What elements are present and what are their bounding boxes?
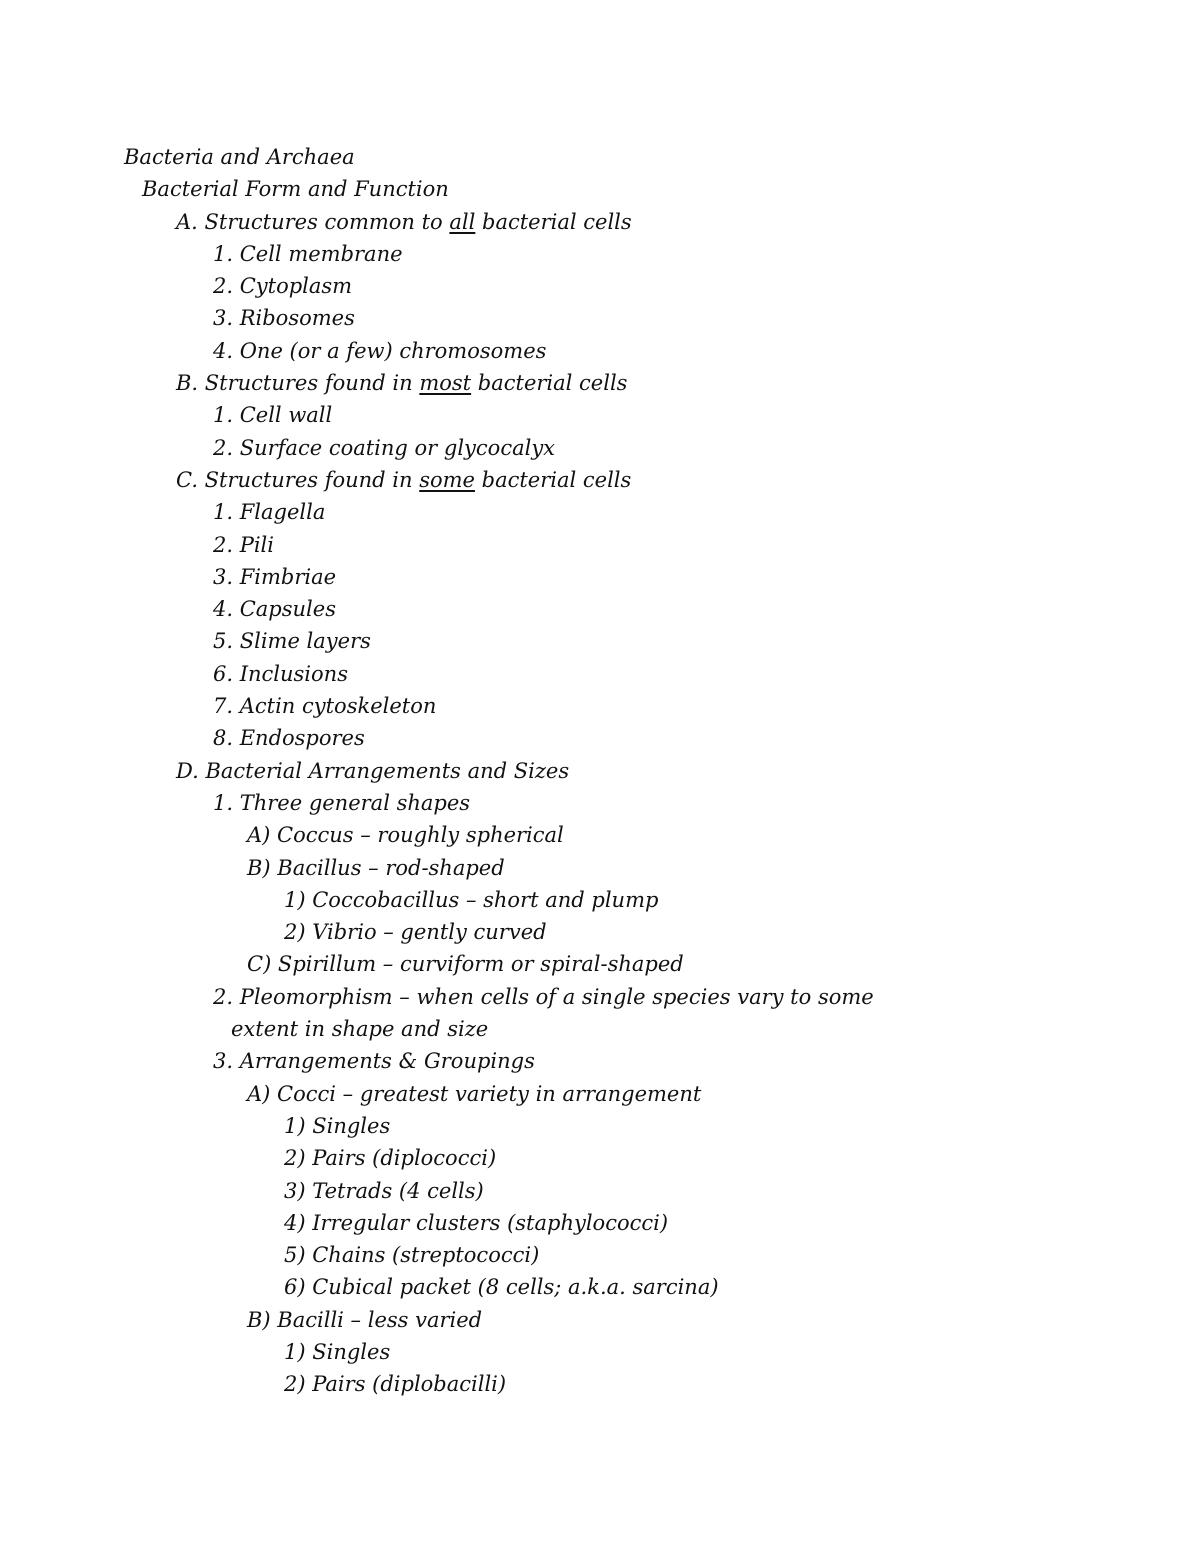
line-text: B) Bacillus – rod-shaped [247,855,505,880]
outline-subsubitem [0,916,1200,948]
line-text: C) Spirillum – curviform or spiral-shaped [247,952,684,977]
line-text: 1. Three general shapes [213,790,471,815]
underlined-word: most [419,371,472,396]
outline-subitem [0,1304,1200,1336]
line-text: 2. Pleomorphism – when cells of a single species vary to some [213,984,874,1009]
outline-section [0,464,1200,496]
outline-section [0,755,1200,787]
outline-section [0,206,1200,238]
line-text: B) Bacilli – less varied [247,1307,483,1332]
line-text: 1. Flagella [213,500,326,525]
line-text: 1. Cell wall [213,403,333,428]
outline-subsubitem [0,884,1200,916]
outline-subsubitem [0,1142,1200,1174]
outline-subsubitem [0,1110,1200,1142]
line-text: 2. Surface coating or glycocalyx [213,435,556,460]
outline-subsubitem [0,1271,1200,1303]
line-text: 3. Arrangements & Groupings [213,1049,535,1074]
outline-subitem [0,819,1200,851]
line-text: Bacteria and Archaea [124,145,355,169]
outline-item [0,787,1200,819]
outline-section [0,367,1200,399]
line-text: 4. One (or a few) chromosomes [213,338,547,363]
line-text: 7. Actin cytoskeleton [213,694,437,719]
line-text: 6. Inclusions [213,661,348,686]
outline-item [0,496,1200,528]
outline-subitem [0,948,1200,980]
line-text: 5) Chains (streptococci) [284,1243,540,1268]
outline-item [0,690,1200,722]
line-text: 2. Pili [213,532,274,557]
outline-item [0,658,1200,690]
outline-subitem [0,852,1200,884]
outline-heading [0,173,1200,205]
line-text: 3. Fimbriae [213,564,337,589]
line-text: 4. Capsules [213,597,336,622]
outline-item [0,529,1200,561]
line-text: B. Structures found in [176,371,420,396]
line-text: 4) Irregular clusters (staphylococci) [284,1210,669,1235]
outline-title [0,141,1200,173]
outline-item [0,270,1200,302]
outline-subsubitem [0,1175,1200,1207]
line-text: bacterial cells [471,371,628,396]
outline-subsubitem [0,1239,1200,1271]
outline-item [0,238,1200,270]
line-text: 5. Slime layers [213,629,371,654]
line-text: A. Structures common to [176,209,450,234]
line-text: 2) Vibrio – gently curved [284,920,547,945]
outline-item [0,335,1200,367]
line-text: extent in shape and size [231,1017,489,1042]
line-text: 1) Coccobacillus – short and plump [284,887,659,912]
line-text: 3) Tetrads (4 cells) [284,1178,484,1203]
outline-item [0,981,1200,1013]
line-text: 2) Pairs (diplococci) [284,1146,497,1171]
line-text: 2) Pairs (diplobacilli) [284,1372,507,1397]
outline-item [0,625,1200,657]
line-text: 6) Cubical packet (8 cells; a.k.a. sarcina) [284,1275,719,1300]
outline-subitem [0,1078,1200,1110]
line-text: 1) Singles [284,1339,391,1364]
outline-item [0,561,1200,593]
outline-item-continuation [0,1013,1200,1045]
outline-item [0,722,1200,754]
outline-subsubitem [0,1336,1200,1368]
outline-item [0,1045,1200,1077]
outline-item [0,593,1200,625]
line-text: bacterial cells [474,467,632,492]
outline-list [0,141,1200,1401]
line-text: 2. Cytoplasm [213,274,353,299]
underlined-word: some [419,467,475,492]
line-text: 8. Endospores [213,726,365,751]
line-text: D. Bacterial Arrangements and Sizes [176,758,570,783]
line-text: C. Structures found in [176,467,420,492]
line-text: 3. Ribosomes [213,306,355,331]
line-text: A) Coccus – roughly spherical [247,823,564,848]
line-text: 1) Singles [284,1113,391,1138]
underlined-word: all [449,209,476,234]
outline-subsubitem [0,1368,1200,1400]
outline-item [0,432,1200,464]
outline-item [0,399,1200,431]
line-text: bacterial cells [475,209,632,234]
outline-item [0,302,1200,334]
line-text: Bacterial Form and Function [142,177,449,202]
outline-subsubitem [0,1207,1200,1239]
line-text: A) Cocci – greatest variety in arrangement [247,1081,702,1106]
line-text: 1. Cell membrane [213,241,403,266]
